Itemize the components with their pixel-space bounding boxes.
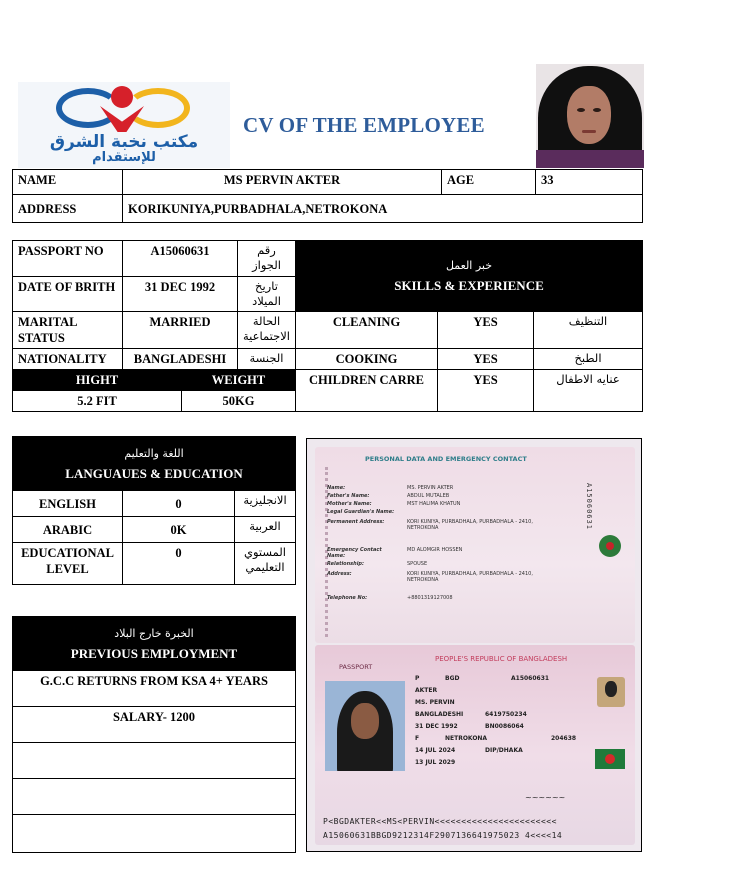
passport-value: A15060631 bbox=[123, 241, 238, 277]
skill-row-en: CLEANING bbox=[296, 312, 438, 349]
marital-value: MARRIED bbox=[123, 312, 238, 349]
skill-row-en: CHILDREN CARRE bbox=[296, 370, 438, 412]
details-table bbox=[12, 240, 643, 412]
passport-scan bbox=[306, 438, 642, 852]
passport-number: A15060631 bbox=[511, 675, 550, 682]
age-label: AGE bbox=[442, 170, 536, 195]
skills-header-en: SKILLS & EXPERIENCE bbox=[394, 278, 544, 293]
name-label: NAME bbox=[13, 170, 123, 195]
employment-row: SALARY- 1200 bbox=[13, 707, 296, 743]
passport-issue-date: 14 JUL 2024 bbox=[415, 747, 456, 754]
skill-row-value: YES bbox=[438, 370, 534, 412]
bangladesh-flag-icon bbox=[595, 749, 625, 769]
passport-data-page: PERSONAL DATA AND EMERGENCY CONTACT Name: MS. PERVIN AKTER Father's Name: ABDUL MUTALEB Mother's Name: MST HALIMA KHATUN Legal Guardian's Name: Permanent Address: KORI KUNIYA, PURBADHALA, PURBADHALA - 2410, NETROKONA Emergency Contact Name: MD ALOMGIR HOSSEN Relationship: SPOUSE Address: KORI KUNIYA, PURBADHALA, PURBADHALA - 2410, NETROKONA Telephone No: +8801319127008 A15060631 bbox=[315, 447, 635, 643]
language-row-ar: الانجليزية bbox=[235, 491, 296, 517]
employment-header-en: PREVIOUS EMPLOYMENT bbox=[70, 645, 238, 661]
language-row-value: 0 bbox=[123, 491, 235, 517]
passport-label: PASSPORT NO bbox=[13, 241, 123, 277]
employment-row bbox=[13, 815, 296, 853]
passport-ghost-photo bbox=[597, 677, 625, 707]
dob-label: DATE OF BRITH bbox=[13, 277, 123, 312]
marital-label-ar: الحالة الاجتماعية bbox=[238, 312, 296, 349]
passport-dob: 31 DEC 1992 bbox=[415, 723, 458, 730]
passport-bio-page bbox=[315, 645, 635, 845]
nationality-label: NATIONALITY bbox=[13, 349, 123, 370]
marital-label: MARITAL STATUS bbox=[13, 312, 123, 349]
bangladesh-seal-icon bbox=[599, 535, 621, 557]
language-row-en: EDUCATIONAL LEVEL bbox=[13, 543, 123, 585]
nationality-label-ar: الجنسة bbox=[238, 349, 296, 370]
nationality-value: BANGLADESHI bbox=[123, 349, 238, 370]
passport-mrz-line1: P<BGDAKTER<<MS<PERVIN<<<<<<<<<<<<<<<<<<<<<<< bbox=[323, 817, 557, 826]
passport-type: P bbox=[415, 675, 420, 682]
passport-authority: DIP/DHAKA bbox=[485, 747, 523, 754]
logo-arabic-sub: للإستقدام bbox=[92, 150, 156, 165]
weight-label: WEIGHT bbox=[182, 370, 296, 391]
page-title: CV OF THE EMPLOYEE bbox=[243, 113, 485, 137]
language-row-value: 0 bbox=[123, 543, 235, 585]
skill-row-en: COOKING bbox=[296, 349, 438, 370]
passport-expiry-date: 13 JUL 2029 bbox=[415, 759, 456, 766]
passport-personal-no: 6419750234 bbox=[485, 711, 527, 718]
passport-surname: AKTER bbox=[415, 687, 438, 694]
weight-value: 50KG bbox=[182, 391, 296, 412]
languages-table bbox=[12, 436, 296, 585]
applicant-photo bbox=[536, 64, 644, 168]
passport-prev-no: BN0086064 bbox=[485, 723, 524, 730]
language-row-ar: المستوي التعليمي bbox=[235, 543, 296, 585]
logo-person-head bbox=[111, 86, 133, 108]
skills-header-ar: خبر العمل bbox=[445, 259, 493, 272]
passport-extra-no: 204638 bbox=[551, 735, 577, 742]
languages-header bbox=[13, 437, 296, 491]
age-value: 33 bbox=[536, 170, 643, 195]
employment-table bbox=[12, 616, 296, 853]
passport-mrz-line2: A15060631BBGD9212314F2907136641975023 4<<<<14 bbox=[323, 831, 563, 840]
passport-label-ar: رقم الجواز bbox=[238, 241, 296, 277]
passport-word: PASSPORT bbox=[339, 663, 373, 671]
languages-header-ar: اللغة والتعليم bbox=[124, 446, 184, 460]
language-row-en: ENGLISH bbox=[13, 491, 123, 517]
skill-row-value: YES bbox=[438, 349, 534, 370]
language-row-ar: العربية bbox=[235, 517, 296, 543]
employment-header bbox=[13, 617, 296, 671]
company-logo bbox=[18, 82, 230, 168]
hight-value: 5.2 FIT bbox=[13, 391, 182, 412]
passport-sex: F bbox=[415, 735, 420, 742]
personal-info-table bbox=[12, 169, 643, 223]
employment-row: G.C.C RETURNS FROM KSA 4+ YEARS bbox=[13, 671, 296, 707]
passport-country: PEOPLE'S REPUBLIC OF BANGLADESH bbox=[435, 655, 568, 663]
hight-label: HIGHT bbox=[13, 370, 182, 391]
passport-top-heading: PERSONAL DATA AND EMERGENCY CONTACT bbox=[365, 455, 527, 463]
passport-photo bbox=[325, 681, 405, 771]
dob-label-ar: تاريخ الميلاد bbox=[238, 277, 296, 312]
skills-header bbox=[296, 241, 643, 312]
skill-row-value: YES bbox=[438, 312, 534, 349]
logo-ring-yellow bbox=[126, 88, 190, 128]
name-value: MS PERVIN AKTER bbox=[123, 170, 442, 195]
address-value: KORIKUNIYA,PURBADHALA,NETROKONA bbox=[123, 195, 643, 223]
passport-nationality: BANGLADESHI bbox=[415, 711, 464, 718]
skill-row-ar: عنايه الاطفال bbox=[534, 370, 643, 412]
employment-row bbox=[13, 779, 296, 815]
logo-arabic-name: مكتب نخبة الشرق bbox=[49, 132, 199, 152]
employment-row bbox=[13, 743, 296, 779]
passport-given-name: MS. PERVIN bbox=[415, 699, 455, 706]
skill-row-ar: الطبخ bbox=[534, 349, 643, 370]
passport-birthplace: NETROKONA bbox=[445, 735, 488, 742]
language-row-en: ARABIC bbox=[13, 517, 123, 543]
passport-code: BGD bbox=[445, 675, 460, 682]
language-row-value: 0K bbox=[123, 517, 235, 543]
passport-signature: ~~~~~~ bbox=[525, 793, 566, 802]
languages-header-en: LANGUAUES & EDUCATION bbox=[65, 465, 243, 481]
passport-vertical-number: A15060631 bbox=[585, 483, 593, 530]
employment-header-ar: الخبرة خارج البلاد bbox=[114, 626, 194, 640]
dob-value: 31 DEC 1992 bbox=[123, 277, 238, 312]
address-label: ADDRESS bbox=[13, 195, 123, 223]
skill-row-ar: التنظيف bbox=[534, 312, 643, 349]
